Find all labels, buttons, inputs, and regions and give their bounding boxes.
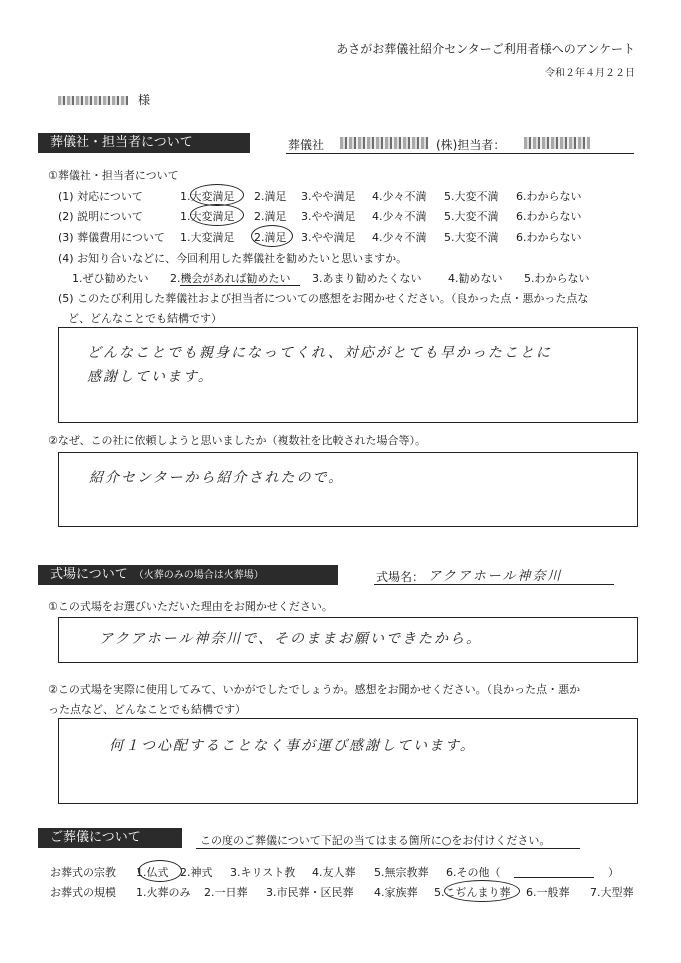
q-reason-answer-box[interactable] <box>58 452 638 527</box>
other-fill-line[interactable] <box>514 877 594 878</box>
option[interactable]: 3.キリスト教 <box>230 866 296 879</box>
section-venue-band <box>38 565 338 585</box>
option[interactable]: 5.わからない <box>524 272 590 285</box>
option[interactable]: 4.少々不満 <box>372 210 427 223</box>
rating-row-label: (2) 説明について <box>58 210 143 223</box>
option[interactable]: 3.やや満足 <box>301 210 356 223</box>
option[interactable]: 2.満足 <box>254 231 287 244</box>
redacted-staff-name <box>524 137 590 149</box>
option[interactable]: 4.少々不満 <box>372 190 427 203</box>
selected-underline-mark <box>180 285 300 286</box>
q-venue-impression-answer: 何１つ心配することなく事が運び感謝しています。 <box>109 738 476 754</box>
q-venue-impression-line2: った点など、どんなことでも結構です） <box>48 703 246 716</box>
option[interactable]: 6.わからない <box>516 210 582 223</box>
q-reason-text: ②なぜ、この社に依頼しようと思いましたか（複数社を比較された場合等）。 <box>48 434 427 447</box>
option[interactable]: 2.機会があれば勧めたい <box>170 272 291 285</box>
q4-text: (4) お知り合いなどに、今回利用した葬儀社を勧めたいと思いますか。 <box>58 252 408 265</box>
section-funeral-company-band <box>38 133 250 153</box>
option[interactable]: 2.満足 <box>254 190 287 203</box>
religion-label: お葬式の宗教 <box>50 866 116 879</box>
scale-label: お葬式の規模 <box>50 886 116 899</box>
option[interactable]: 7.大型葬 <box>590 886 634 899</box>
option[interactable]: 3.やや満足 <box>301 190 356 203</box>
option[interactable]: 1.大変満足 <box>180 231 235 244</box>
selected-circle-mark <box>190 204 244 226</box>
q5-answer-box[interactable] <box>58 327 638 423</box>
option[interactable]: 2.満足 <box>254 210 287 223</box>
customer-honorific: 様 <box>138 93 151 107</box>
option[interactable]: 4.勧めない <box>448 272 503 285</box>
rating-row-label: (3) 葬儀費用について <box>58 231 165 244</box>
rating-row-label: (1) 対応について <box>58 190 143 203</box>
option[interactable]: 5.大変不満 <box>444 190 499 203</box>
option[interactable]: 5.大変不満 <box>444 231 499 244</box>
option[interactable]: 5.こぢんまり葬 <box>434 886 511 899</box>
q-venue-reason-box[interactable] <box>58 617 638 663</box>
option[interactable]: 6.一般葬 <box>526 886 570 899</box>
q5-answer-line2: 感謝しています。 <box>87 369 214 385</box>
q-venue-impression-box[interactable] <box>58 718 638 804</box>
q-venue-reason-text: ①この式場をお選びいただいた理由をお聞かせください。 <box>48 600 333 613</box>
venue-underline <box>374 584 614 585</box>
option[interactable]: 1.大変満足 <box>180 210 235 223</box>
q-company-heading: ①葬儀社・担当者について <box>48 169 179 182</box>
company-underline <box>286 153 634 154</box>
option-close-paren: ） <box>608 866 619 879</box>
option[interactable]: 1.仏式 <box>136 866 169 879</box>
survey-date: 令和２年４月２２日 <box>545 68 635 79</box>
redacted-company-name <box>340 137 428 149</box>
section-venue-title: 式場について <box>50 567 128 582</box>
option[interactable]: 6.わからない <box>516 190 582 203</box>
section-funeral-company-title: 葬儀社・担当者について <box>50 135 193 150</box>
option[interactable]: 5.無宗教葬 <box>374 866 429 879</box>
q-venue-impression-line1: ②この式場を実際に使用してみて、いかがでしたでしょうか。感想をお聞かせください。（良かった点・悪か <box>48 683 581 696</box>
venue-name-value: アクアホール神奈川 <box>428 569 563 584</box>
option[interactable]: 1.大変満足 <box>180 190 235 203</box>
survey-title: あさがお葬儀社紹介センターご利用者様へのアンケート <box>336 42 635 56</box>
q5-text-line2: ど、どんなことでも結構です） <box>68 312 222 325</box>
company-suffix: (株)担当者： <box>436 138 506 152</box>
option[interactable]: 3.やや満足 <box>301 231 356 244</box>
section-funeral-instruction: この度のご葬儀について下記の当てはまる箇所に○をお付けください。 <box>200 834 551 847</box>
option[interactable]: 1.ぜひ勧めたい <box>72 272 149 285</box>
selected-circle-mark <box>138 860 182 882</box>
section-venue-subtitle: （火葬のみの場合は火葬場） <box>133 570 264 581</box>
option[interactable]: 2.一日葬 <box>204 886 248 899</box>
option[interactable]: 3.あまり勧めたくない <box>312 272 422 285</box>
q5-answer-line1: どんなことでも親身になってくれ、対応がとても早かったことに <box>87 345 552 361</box>
selected-circle-mark <box>251 225 293 247</box>
option[interactable]: 4.友人葬 <box>312 866 356 879</box>
option[interactable]: 2.神式 <box>180 866 213 879</box>
option[interactable]: 4.少々不満 <box>372 231 427 244</box>
option[interactable]: 6.その他（ <box>446 866 501 879</box>
option[interactable]: 5.大変不満 <box>444 210 499 223</box>
venue-label: 式場名： <box>376 570 425 584</box>
company-label: 葬儀社 <box>288 138 325 152</box>
instruction-underline <box>196 848 580 849</box>
redacted-customer-name <box>58 96 128 105</box>
section-funeral-band <box>38 828 182 848</box>
section-funeral-title: ご葬儀について <box>50 830 141 845</box>
q5-text-line1: (5) このたび利用した葬儀社および担当者についての感想をお聞かせください。（良かった点・悪かった点な <box>58 292 589 305</box>
selected-circle-mark <box>190 184 244 206</box>
selected-circle-mark <box>444 880 520 902</box>
q-reason-answer: 紹介センターから紹介されたので。 <box>89 470 345 486</box>
q-venue-reason-answer: アクアホール神奈川で、そのままお願いできたから。 <box>99 631 483 647</box>
option[interactable]: 6.わからない <box>516 231 582 244</box>
option[interactable]: 4.家族葬 <box>374 886 418 899</box>
option[interactable]: 3.市民葬・区民葬 <box>266 886 354 899</box>
option[interactable]: 1.火葬のみ <box>136 886 191 899</box>
